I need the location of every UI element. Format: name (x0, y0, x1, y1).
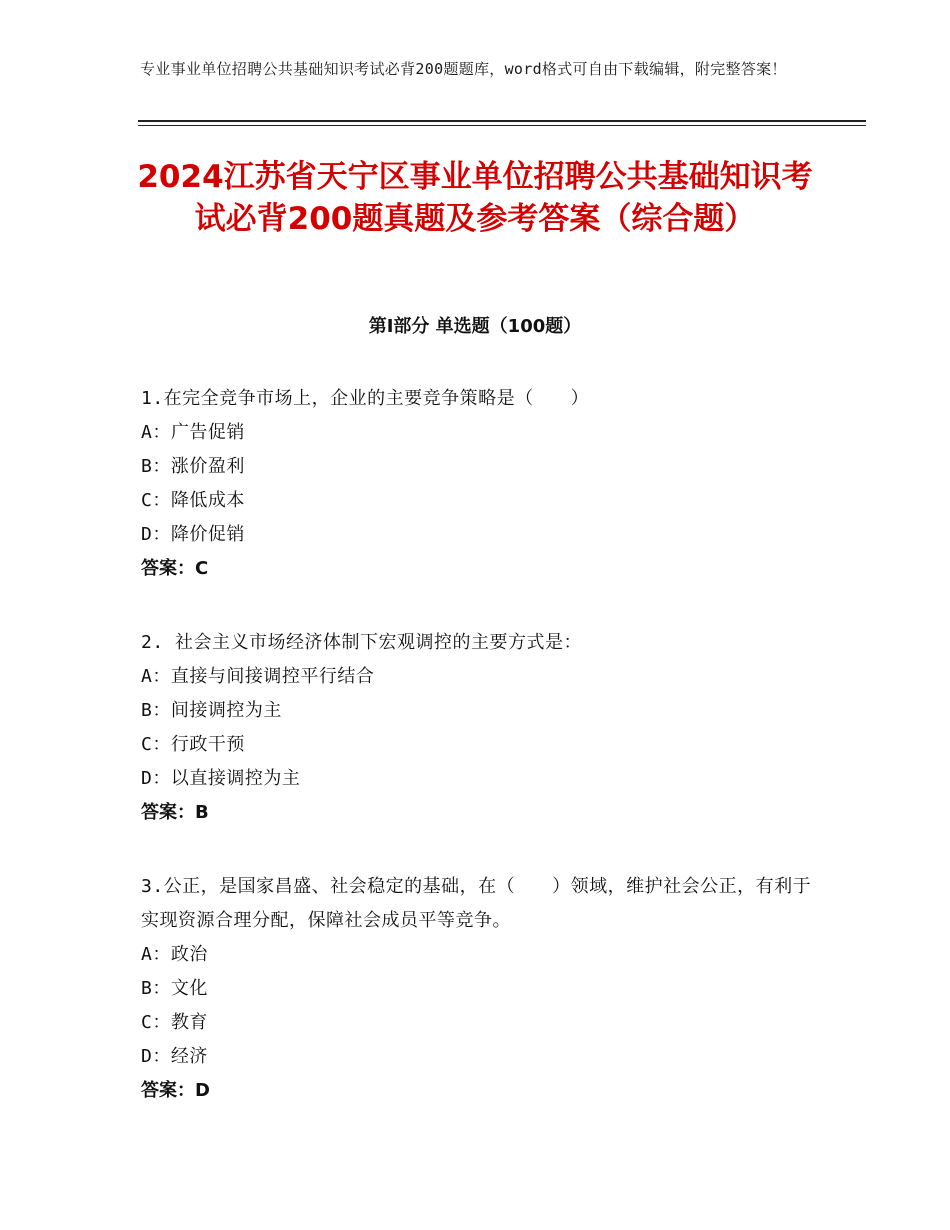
option-b: B：间接调控为主 (141, 700, 282, 721)
option-d: D：经济 (141, 1046, 208, 1067)
option-a: A：直接与间接调控平行结合 (141, 666, 375, 687)
answer-line: 答案：C (141, 558, 209, 579)
option-b: B：文化 (141, 978, 208, 999)
answer-line: 答案：B (141, 802, 209, 823)
option-a: A：政治 (141, 944, 208, 965)
option-c: C：教育 (141, 1012, 208, 1033)
question-stem: 1.在完全竞争市场上，企业的主要竞争策略是（ ） (141, 388, 590, 409)
document-title: 2024江苏省天宁区事业单位招聘公共基础知识考试必背200题真题及参考答案（综合题） (137, 159, 813, 237)
option-a: A：广告促销 (141, 422, 245, 443)
header-divider-thick (138, 120, 866, 122)
option-d: D：以直接调控为主 (141, 768, 301, 789)
option-c: C：降低成本 (141, 490, 245, 511)
question-3 (141, 870, 821, 1108)
option-c: C：行政干预 (141, 734, 245, 755)
question-1 (141, 382, 821, 586)
question-2 (141, 626, 821, 830)
option-d: D：降价促销 (141, 524, 245, 545)
header-divider-thin (138, 125, 866, 126)
option-b: B：涨价盈利 (141, 456, 245, 477)
question-stem: 3.公正，是国家昌盛、社会稳定的基础，在（ ）领域，维护社会公正，有利于实现资源合理分配，保障社会成员平等竞争。 (141, 876, 812, 931)
section-title: 第Ⅰ部分 单选题（100题） (368, 316, 582, 337)
question-list (141, 382, 821, 1148)
question-stem: 2. 社会主义市场经济体制下宏观调控的主要方式是： (141, 632, 583, 653)
header-note: 专业事业单位招聘公共基础知识考试必背200题题库，word格式可自由下载编辑，附完整答案！ (140, 60, 787, 78)
answer-line: 答案：D (141, 1080, 210, 1101)
